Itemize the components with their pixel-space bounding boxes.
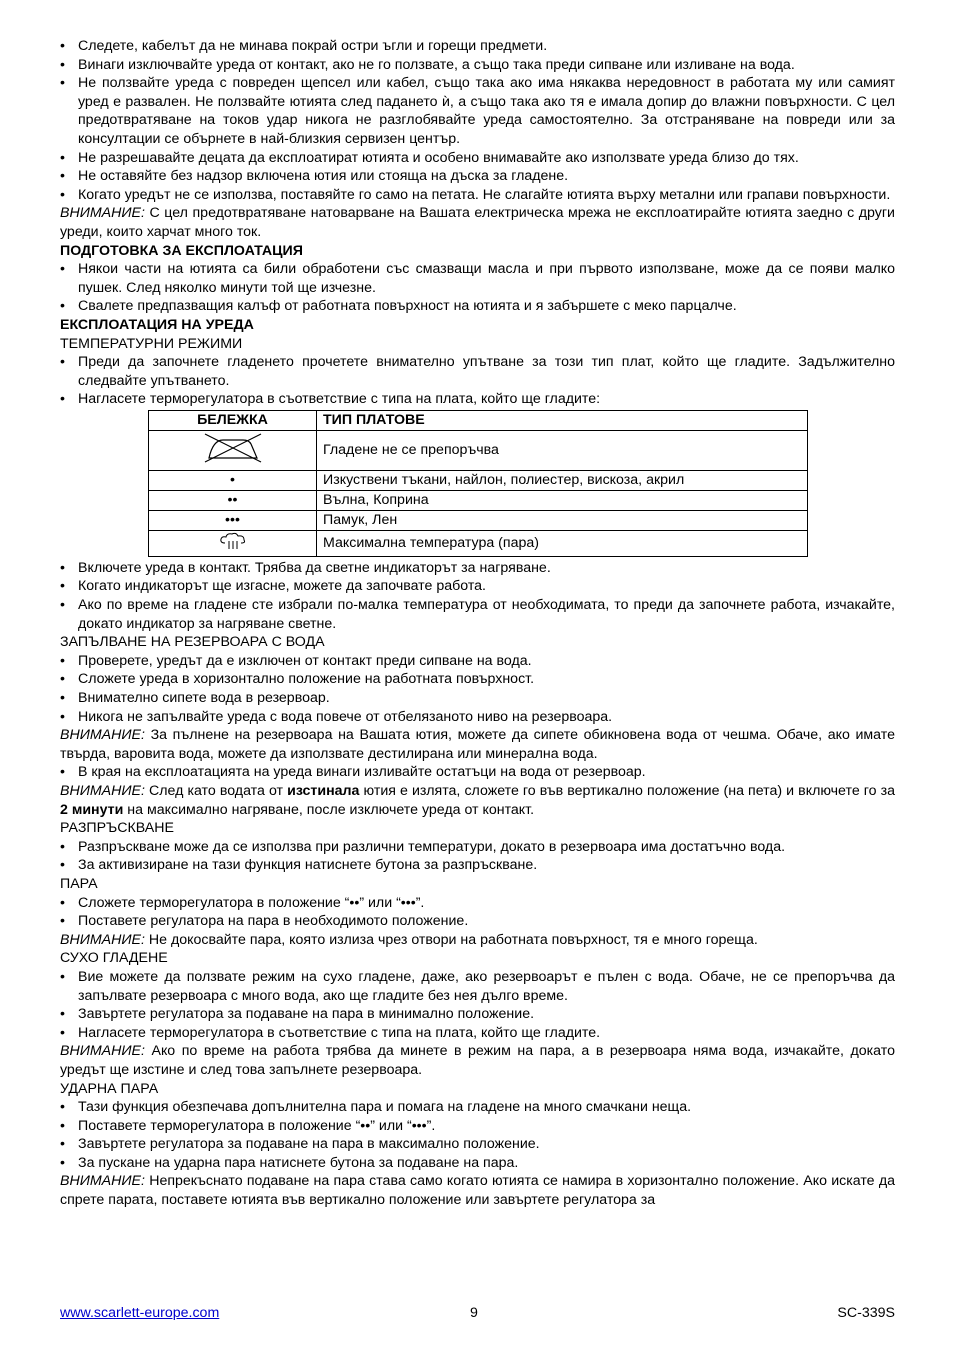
list-item: • Разпръскване може да се използва при различни температури, докато в резервоара има достатъчно вода. xyxy=(60,838,895,857)
warning-label: ВНИМАНИЕ: xyxy=(60,931,145,948)
table-cell: Памук, Лен xyxy=(317,510,808,530)
list-item: • Проверете, уредът да е изключен от контакт преди сипване на вода. xyxy=(60,652,895,671)
list-item: • Тази функция обезпечава допълнителна пара и помага на гладене на много смачкани неща. xyxy=(60,1098,895,1117)
warning-label: ВНИМАНИЕ: xyxy=(60,783,145,799)
table-cell: Максимална температура (пара) xyxy=(317,530,808,556)
website-link[interactable]: www.scarlett-europe.com xyxy=(60,1305,220,1321)
section-heading-preparation: ПОДГОТОВКА ЗА ЕКСПЛОАТАЦИЯ xyxy=(60,242,303,259)
list-item: • За активизиране на тази функция натиснете бутона за разпръскване. xyxy=(60,856,895,875)
list-item: • Поставете регулатора на пара в необходимото положение. xyxy=(60,912,895,931)
column-header-mark: БЕЛЕЖКА xyxy=(149,410,317,430)
column-header-fabric: ТИП ПЛАТОВЕ xyxy=(317,410,808,430)
table-cell: Гладене не се препоръчва xyxy=(317,430,808,470)
list-item: • Следете, кабелът да не минава покрай остри ъгли и горещи предмети. xyxy=(60,37,895,56)
table-row xyxy=(149,530,808,556)
warning-label: ВНИМАНИЕ: xyxy=(60,205,145,222)
page-footer xyxy=(60,1304,895,1324)
list-item: • Завъртете регулатора за подаване на пара в максимално положение. xyxy=(60,1135,895,1154)
warning-emphasis: изстинала xyxy=(287,783,360,799)
list-item: • Ако по време на гладене сте избрали по-малка температура от необходимата, то преди да започнете работа, изчакайте, докато индикатор за нагряване светне. xyxy=(60,596,895,633)
warning-text: на максимално нагряване, после изключете уреда от контакт. xyxy=(123,801,535,818)
list-item: • Когато уредът не се използва, поставяйте го само на петата. Не слагайте ютията върху метални или грапави повърхности. xyxy=(60,186,895,205)
warning-emphasis: 2 минути xyxy=(60,801,124,818)
warning-note xyxy=(60,931,895,950)
list-item: • Нагласете терморегулатора в съответствие с типа на плата, който ще гладите: xyxy=(60,390,895,409)
warning-label: ВНИМАНИЕ: xyxy=(60,1043,145,1060)
warning-label: ВНИМАНИЕ: xyxy=(60,727,145,744)
table-cell: • xyxy=(149,470,317,490)
warning-label: ВНИМАНИЕ: xyxy=(60,1173,145,1190)
table-row xyxy=(149,510,808,530)
warning-text: За пълнене на резервоара на Вашата ютия, можете да сипете обикновена вода от чешма. Обаче, ако имате твърда, варовита вода, можете да използвате дестилирана или минерална вода. xyxy=(60,727,895,762)
list-item: • Преди да започнете гладенето прочетете внимателно упътване за този тип плат, който ще гладите. Задължително следвайте упътването. xyxy=(60,353,895,390)
list-item: • Нагласете терморегулатора в съответствие с типа на плата, който ще гладите. xyxy=(60,1024,895,1043)
table-header-row xyxy=(149,410,808,430)
list-item: • Когато индикаторът ще изгасне, можете да започвате работа. xyxy=(60,577,895,596)
list-item: • Включете уреда в контакт. Трябва да светне индикаторът за нагряване. xyxy=(60,559,895,578)
table-cell: Вълна, Коприна xyxy=(317,490,808,510)
list-item: • Вие можете да ползвате режим на сухо гладене, даже, ако резервоарът е пълен с вода. Обаче, не се препоръчва да запълвате резервоара с много вода, ако ще гладите без нея дълго време. xyxy=(60,968,895,1005)
table-row xyxy=(149,470,808,490)
list-item: • Сложете терморегулатора в положение “••” или “•••”. xyxy=(60,894,895,913)
section-heading-operation: ЕКСПЛОАТАЦИЯ НА УРЕДА xyxy=(60,316,254,333)
list-item: • Внимателно сипете вода в резервоар. xyxy=(60,689,895,708)
list-item: • В края на експлоатацията на уреда винаги изливайте остатъци на вода от резервоар. xyxy=(60,763,895,782)
subheading-burst-steam: УДАРНА ПАРА xyxy=(60,1080,159,1097)
list-item: • Не оставяйте без надзор включена ютия или стояща на дъска за гладене. xyxy=(60,167,895,186)
list-item: • Сложете уреда в хоризонтално положение на работната повърхност. xyxy=(60,670,895,689)
table-row xyxy=(149,430,808,470)
list-item: • Винаги изключвайте уреда от контакт, ако не го ползвате, а също така преди сипване или изливане на вода. xyxy=(60,56,895,75)
no-ironing-icon xyxy=(149,430,317,470)
subheading-spraying: РАЗПРЪСКВАНЕ xyxy=(60,820,174,837)
table-cell: Изкуствени тъкани, найлон, полиестер, вискоза, акрил xyxy=(317,470,808,490)
list-item: • Някои части на ютията са били обработени със смазващи масла и при първото използване, може да се появи малко пушек. След няколко минути той ще изчезне. xyxy=(60,260,895,297)
subheading-dry-ironing: СУХО ГЛАДЕНЕ xyxy=(60,950,168,967)
subheading-temperature-modes: ТЕМПЕРАТУРНИ РЕЖИМИ xyxy=(60,335,243,352)
list-item: • Никога не запълвайте уреда с вода повече от отбелязаното ниво на резервоара. xyxy=(60,708,895,727)
table-cell: ••• xyxy=(149,510,317,530)
warning-note xyxy=(60,204,895,241)
manual-page-content xyxy=(60,37,895,1210)
warning-note xyxy=(60,782,895,819)
model-number: SC-339S xyxy=(837,1305,895,1321)
warning-text: С цел предотвратяване натоварване на Вашата електрическа мрежа не експлоатирайте ютията заедно с други уреди, които харчат много ток. xyxy=(60,205,895,240)
list-item: • Не разрешавайте децата да експлоатират ютията и особено внимавайте ако използвате уреда близо до тях. xyxy=(60,149,895,168)
warning-text: Ако по време на работа трябва да минете в режим на пара, а в резервоара няма вода, изчакайте, докато уредът ще изстине и след това запълнете резервоара. xyxy=(60,1043,895,1078)
list-item: • За пускане на ударна пара натиснете бутона за подаване на пара. xyxy=(60,1154,895,1173)
list-item: • Завъртете регулатора за подаване на пара в минимално положение. xyxy=(60,1005,895,1024)
warning-note xyxy=(60,1172,895,1209)
subheading-filling-tank: ЗАПЪЛВАНЕ НА РЕЗЕРВОАРА С ВОДА xyxy=(60,634,325,651)
warning-note xyxy=(60,726,895,763)
list-item: • Поставете терморегулатора в положение “••” или “•••”. xyxy=(60,1117,895,1136)
warning-text: Непрекъснато подаване на пара става само когато ютията се намира в хоризонтално положение. Ако искате да спрете парата, поставете ютията във вертикално положение или завъртете регулатора за xyxy=(60,1173,895,1209)
fabric-temperature-table xyxy=(148,410,808,557)
page-number: 9 xyxy=(470,1305,478,1321)
warning-text: След като водата от xyxy=(144,783,288,799)
warning-text: ютия е излята, сложете го във вертикално положение (на пета) и включете го за xyxy=(359,783,895,799)
list-item: • Свалете предпазващия калъф от работната повърхност на ютията и я забършете с меко парцалче. xyxy=(60,297,895,316)
steam-icon xyxy=(149,530,317,556)
subheading-steam: ПАРА xyxy=(60,875,98,892)
table-row xyxy=(149,490,808,510)
warning-note xyxy=(60,1042,895,1079)
table-cell: •• xyxy=(149,490,317,510)
list-item: • Не ползвайте уреда с повреден щепсел или кабел, също така ако има някаква нередовност в работата му или самият уред е развален. Не ползвайте ютията след падането ѝ, а също така ако тя е имала допир до влажни повърхности. С цел предотвратяване на токов удар никога не разглобявайте уреда самостоятелно. За отстраняване на повреди или за консултации се обърнете в най-близкия сервизен център. xyxy=(60,74,895,148)
warning-text: Не докосвайте пара, която излиза чрез отвори на работната повърхност, тя е много гореща. xyxy=(144,931,758,948)
